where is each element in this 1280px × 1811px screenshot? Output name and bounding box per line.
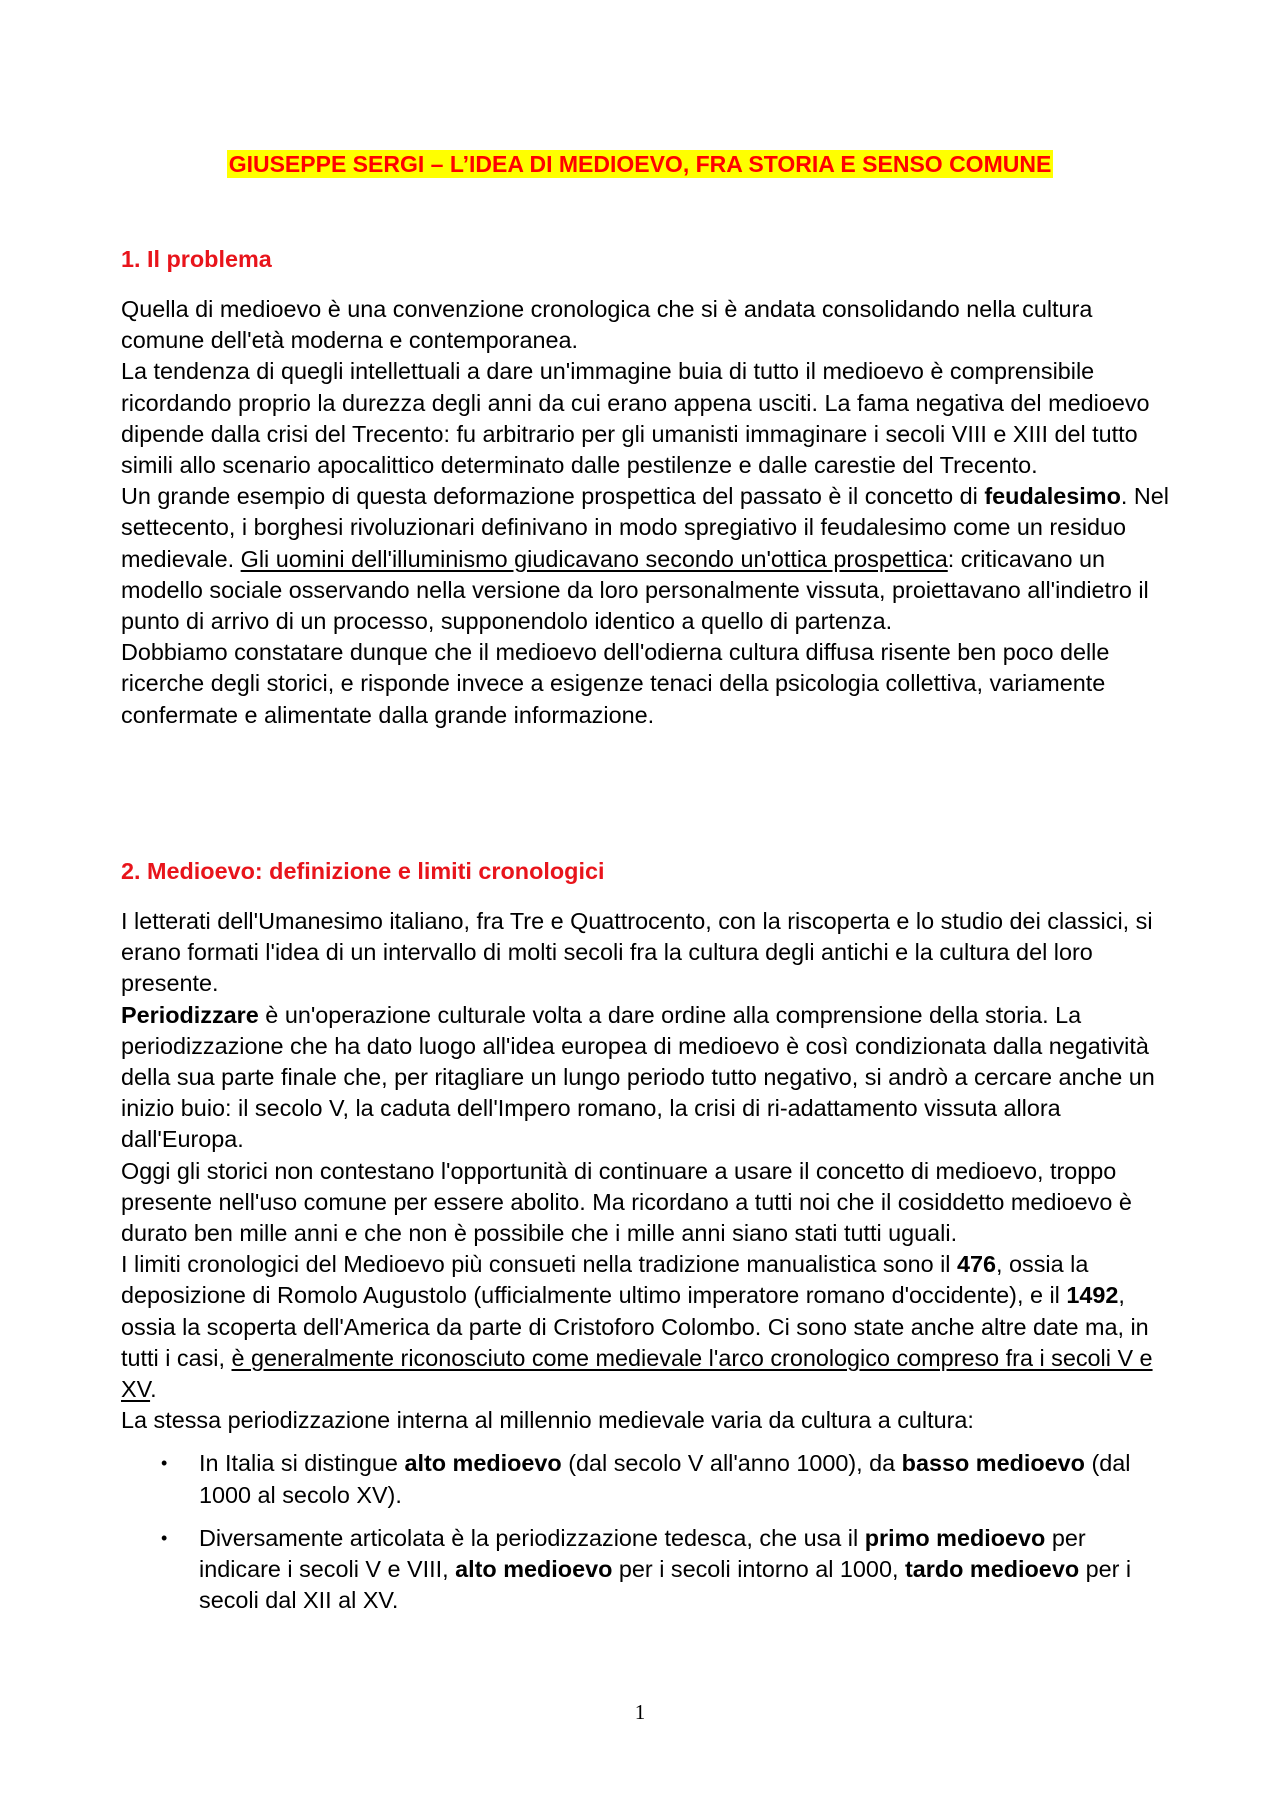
section-2-paragraph-2	[121, 1000, 1171, 1156]
bold-term: tardo medioevo	[904, 1556, 1080, 1583]
section-1-paragraph-4: Dobbiamo constatare dunque che il medioevo dell'odierna cultura diffusa risente ben poco delle ricerche degli storici, e risponde invece a esigenze tenaci della psicologia collettiva, variamente confermate e alimentate dalla grande informazione.	[121, 639, 1110, 728]
bullet-icon: •	[161, 1453, 168, 1474]
section-1-heading: 1. Il problema	[121, 246, 272, 272]
section-1-paragraph-1: Quella di medioevo è una convenzione cronologica che si è andata consolidando nella cultura comune dell'età moderna e contemporanea.	[121, 296, 1093, 354]
bullet-icon: •	[161, 1527, 168, 1548]
section-2-paragraph-5: La stessa periodizzazione interna al millennio medievale varia da cultura a cultura:	[121, 1407, 974, 1434]
section-2	[121, 856, 1171, 1628]
text-run: Diversamente articolata è la periodizzazione tedesca, che usa il	[199, 1524, 865, 1551]
text-run: è un'operazione culturale volta a dare ordine alla comprensione della storia. La periodizzazione che ha dato luogo all'idea europea di medioevo è così condizionata dalla negatività della sua parte finale che, per ritagliare un lungo periodo tutto negativo, si andrò a cercare anche un inizio buio: il secolo V, la caduta dell'Impero romano, la crisi di ri-adattamento vissuta allora dall'Europa.	[121, 1001, 1155, 1153]
text-run: per i secoli intorno al 1000,	[612, 1556, 905, 1583]
text-run: , ossia la deposizione di Romolo Augustolo (ufficialmente ultimo imperatore romano d'occidente), e il	[121, 1251, 1089, 1309]
document-title: GIUSEPPE SERGI – L’IDEA DI MEDIOEVO, FRA STORIA E SENSO COMUNE	[228, 151, 1052, 177]
text-run: I limiti cronologici del Medioevo più consueti nella tradizione manualistica sono il	[121, 1251, 957, 1278]
section-2-heading: 2. Medioevo: definizione e limiti cronologici	[121, 858, 605, 884]
section-2-paragraph-4	[121, 1249, 1171, 1405]
bold-date-476: 476	[957, 1251, 997, 1278]
bold-term: primo medioevo	[864, 1524, 1046, 1551]
text-run: , ossia la scoperta dell'America da parte di Cristoforo Colombo. Ci sono state anche altre date ma, in tutti i casi,	[121, 1282, 1149, 1371]
bold-date-1492: 1492	[1066, 1282, 1119, 1309]
text-run: (dal secolo V all'anno 1000), da	[561, 1450, 902, 1477]
bold-term: basso medioevo	[901, 1450, 1085, 1477]
list-item	[121, 1448, 1171, 1510]
bold-term-feudalesimo: feudalesimo	[984, 483, 1121, 510]
text-run: In Italia si distingue	[199, 1450, 405, 1477]
underlined-phrase: è generalmente riconosciuto come medievale l'arco cronologico compreso fra i secoli V e XV	[121, 1344, 1153, 1403]
section-1	[121, 244, 1171, 731]
text-run: . Nel settecento, i borghesi rivoluzionari definivano in modo spregiativo il feudalesimo come un residuo medievale.	[121, 483, 1169, 572]
section-1-paragraph-2: La tendenza di quegli intellettuali a dare un'immagine buia di tutto il medioevo è comprensibile ricordando proprio la durezza degli anni da cui erano appena usciti. La fama negativa del medioevo dipende dalla crisi del Trecento: fu arbitrario per gli umanisti immaginare i secoli VIII e XIII del tutto simili allo scenario apocalittico determinato dalle pestilenze e dalle carestie del Trecento.	[121, 358, 1150, 479]
bold-term: alto medioevo	[404, 1450, 562, 1477]
periodization-list	[121, 1448, 1171, 1616]
text-run: per indicare i secoli V e VIII,	[199, 1524, 1086, 1583]
section-2-paragraph-1: I letterati dell'Umanesimo italiano, fra Tre e Quattrocento, con la riscoperta e lo studio dei classici, si erano formati l'idea di un intervallo di molti secoli fra la cultura degli antichi e la cultura del loro presente.	[121, 908, 1153, 997]
text-run: : criticavano un modello sociale osservando nella versione da loro personalmente vissuta, proiettavano all'indietro il punto di arrivo di un processo, supponendolo identico a quello di partenza.	[121, 545, 1149, 635]
bold-term: alto medioevo	[455, 1556, 613, 1583]
text-run: .	[150, 1376, 157, 1403]
text-run: (dal 1000 al secolo XV).	[199, 1450, 1131, 1508]
underlined-phrase: Gli uomini dell'illuminismo giudicavano secondo un'ottica prospettica	[240, 545, 948, 572]
list-item	[121, 1523, 1171, 1617]
title-container	[0, 150, 1280, 178]
bold-term-periodizzare: Periodizzare	[121, 1001, 259, 1028]
text-run: Un grande esempio di questa deformazione prospettica del passato è il concetto di	[121, 483, 985, 510]
page-number: 1	[634, 1700, 646, 1724]
section-1-paragraph-3	[121, 481, 1171, 637]
section-2-paragraph-3: Oggi gli storici non contestano l'opportunità di continuare a usare il concetto di medioevo, troppo presente nell'uso comune per essere abolito. Ma ricordano a tutti noi che il cosiddetto medioevo è durato ben mille anni e che non è possibile che i mille anni siano stati tutti uguali.	[121, 1157, 1132, 1247]
text-run: per i secoli dal XII al XV.	[199, 1556, 1132, 1614]
